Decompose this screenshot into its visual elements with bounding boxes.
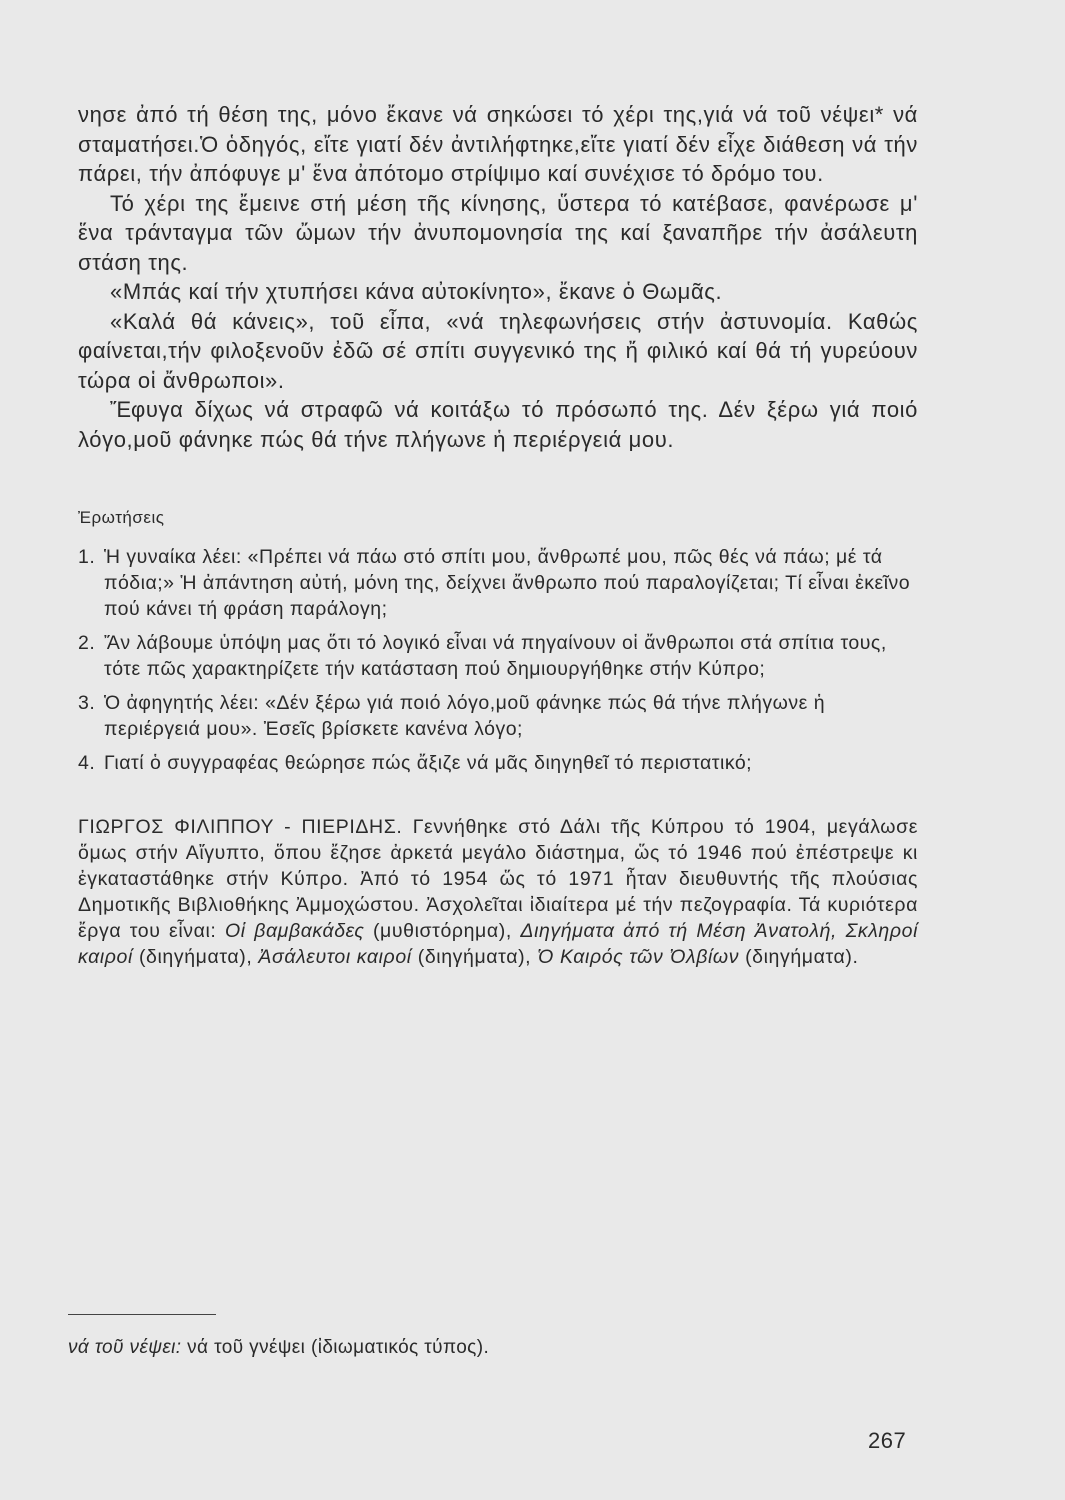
bio-work-title: Ἀσάλευτοι καιροί xyxy=(258,946,412,968)
bio-text: (διηγήματα), xyxy=(132,946,259,968)
question-item xyxy=(78,544,918,622)
question-text: Ἄν λάβουμε ὑπόψη μας ὅτι τό λογικό εἶναι νά πηγαίνουν οἱ ἄνθρωποι στά σπίτια τους, τότε πῶς χαρακτηρίζετε τήν κατάσταση πού δημιουργήθηκε στήν Κύπρο; xyxy=(104,632,887,680)
question-number: 4. xyxy=(78,752,96,774)
question-number: 1. xyxy=(78,546,96,568)
page-body xyxy=(78,100,918,970)
footnote-definition: νά τοῦ γνέψει (ἰδιωματικός τύπος). xyxy=(181,1337,490,1358)
footnote-rule xyxy=(68,1314,216,1315)
question-item xyxy=(78,750,918,776)
question-text: Ὁ ἀφηγητής λέει: «Δέν ξέρω γιά ποιό λόγο,μοῦ φάνηκε πώς θά τήνε πλήγωνε ἡ περιέργειά μου». Ἐσεῖς βρίσκετε κανένα λόγο; xyxy=(104,692,826,740)
question-number: 3. xyxy=(78,692,96,714)
paragraph: Ἔφυγα δίχως νά στραφῶ νά κοιτάξω τό πρόσωπό της. Δέν ξέρω γιά ποιό λόγο,μοῦ φάνηκε πώς θά τήνε πλήγωνε ἡ περιέργειά μου. xyxy=(78,397,918,452)
paragraph: «Μπάς καί τήν χτυπήσει κάνα αὐτοκίνητο», ἔκανε ὁ Θωμᾶς. xyxy=(110,279,723,304)
paragraph: «Καλά θά κάνεις», τοῦ εἶπα, «νά τηλεφωνήσεις στήν ἀστυνομία. Καθώς φαίνεται,τήν φιλοξενοῦν ἐδῶ σέ σπίτι συγγενικό της ἤ φιλικό καί θά τή γυρεύουν τώρα οἱ ἄνθρωποι». xyxy=(78,308,918,393)
question-text: Ἡ γυναίκα λέει: «Πρέπει νά πάω στό σπίτι μου, ἄνθρωπέ μου, πῶς θές νά πάω; μέ τά πόδια;» Ἡ ἀπάντηση αὐτή, μόνη της, δείχνει ἄνθρωπο πού παραλογίζεται; Τί εἶναι ἐκεῖνο πού κάνει τή φράση παράλογη; xyxy=(104,546,911,620)
question-item xyxy=(78,630,918,682)
page-number: 267 xyxy=(868,1428,907,1453)
bio-work-title: Ὁ Καιρός τῶν Ὀλβίων xyxy=(537,946,740,968)
question-item xyxy=(78,690,918,742)
footnote-term: νά τοῦ νέψει: xyxy=(68,1337,182,1358)
questions-list xyxy=(78,544,918,776)
bio-work-title: Διηγήματα ἀπό τή Μέση Ἀνατολή, Σκληροί καιροί xyxy=(78,920,919,968)
story-text xyxy=(78,100,918,454)
paragraph: νησε ἀπό τή θέση της, μόνο ἔκανε νά σηκώσει τό χέρι της,γιά νά τοῦ νέψει* νά σταματήσει.Ὁ ὁδηγός, εἴτε γιατί δέν ἀντιλήφτηκε,εἴτε γιατί δέν εἶχε διάθεση νά τήν πάρει, τήν ἀπόφυγε μ' ἕνα ἀπότομο στρίψιμο καί συνέχισε τό δρόμο του. xyxy=(78,102,918,186)
bio-work-title: Οἱ βαμβακάδες xyxy=(224,920,365,942)
question-number: 2. xyxy=(78,632,96,654)
bio-text: (διηγήματα), xyxy=(411,946,538,968)
questions-heading: Ἐρωτήσεις xyxy=(78,508,165,527)
footnote xyxy=(68,1337,489,1359)
author-bio xyxy=(78,814,918,970)
question-text: Γιατί ὁ συγγραφέας θεώρησε πώς ἄξιζε νά μᾶς διηγηθεῖ τό περιστατικό; xyxy=(104,752,753,774)
bio-text: ΓΙΩΡΓΟΣ ΦΙΛΙΠΠΟΥ - ΠΙΕΡΙΔΗΣ. Γεννήθηκε στό Δάλι τῆς Κύπρου τό 1904, μεγάλωσε ὅμως στήν Αἴγυπτο, ὅπου ἔζησε ἀρκετά μεγάλο διάστημα, ὥς τό 1946 πού ἐπέστρεψε κι ἐγκαταστάθηκε στήν Κύπρο. Ἀπό τό 1954 ὥς τό 1971 ἦταν διευθυντής τῆς πλούσιας Δημοτικῆς Βιβλιοθήκης Ἀμμοχώστου. Ἀσχολεῖται ἰδιαίτερα μέ τήν πεζογραφία. Τά κυριότερα ἔργα του εἶναι: xyxy=(78,816,918,942)
bio-text: (διηγήματα). xyxy=(739,946,859,968)
bio-text: (μυθιστόρημα), xyxy=(364,920,521,942)
paragraph: Τό χέρι της ἔμεινε στή μέση τῆς κίνησης, ὕστερα τό κατέβασε, φανέρωσε μ' ἕνα τράνταγμα τῶν ὤμων τήν ἀνυπομονησία της καί ξαναπῆρε τήν ἀσάλευτη στάση της. xyxy=(78,190,918,275)
